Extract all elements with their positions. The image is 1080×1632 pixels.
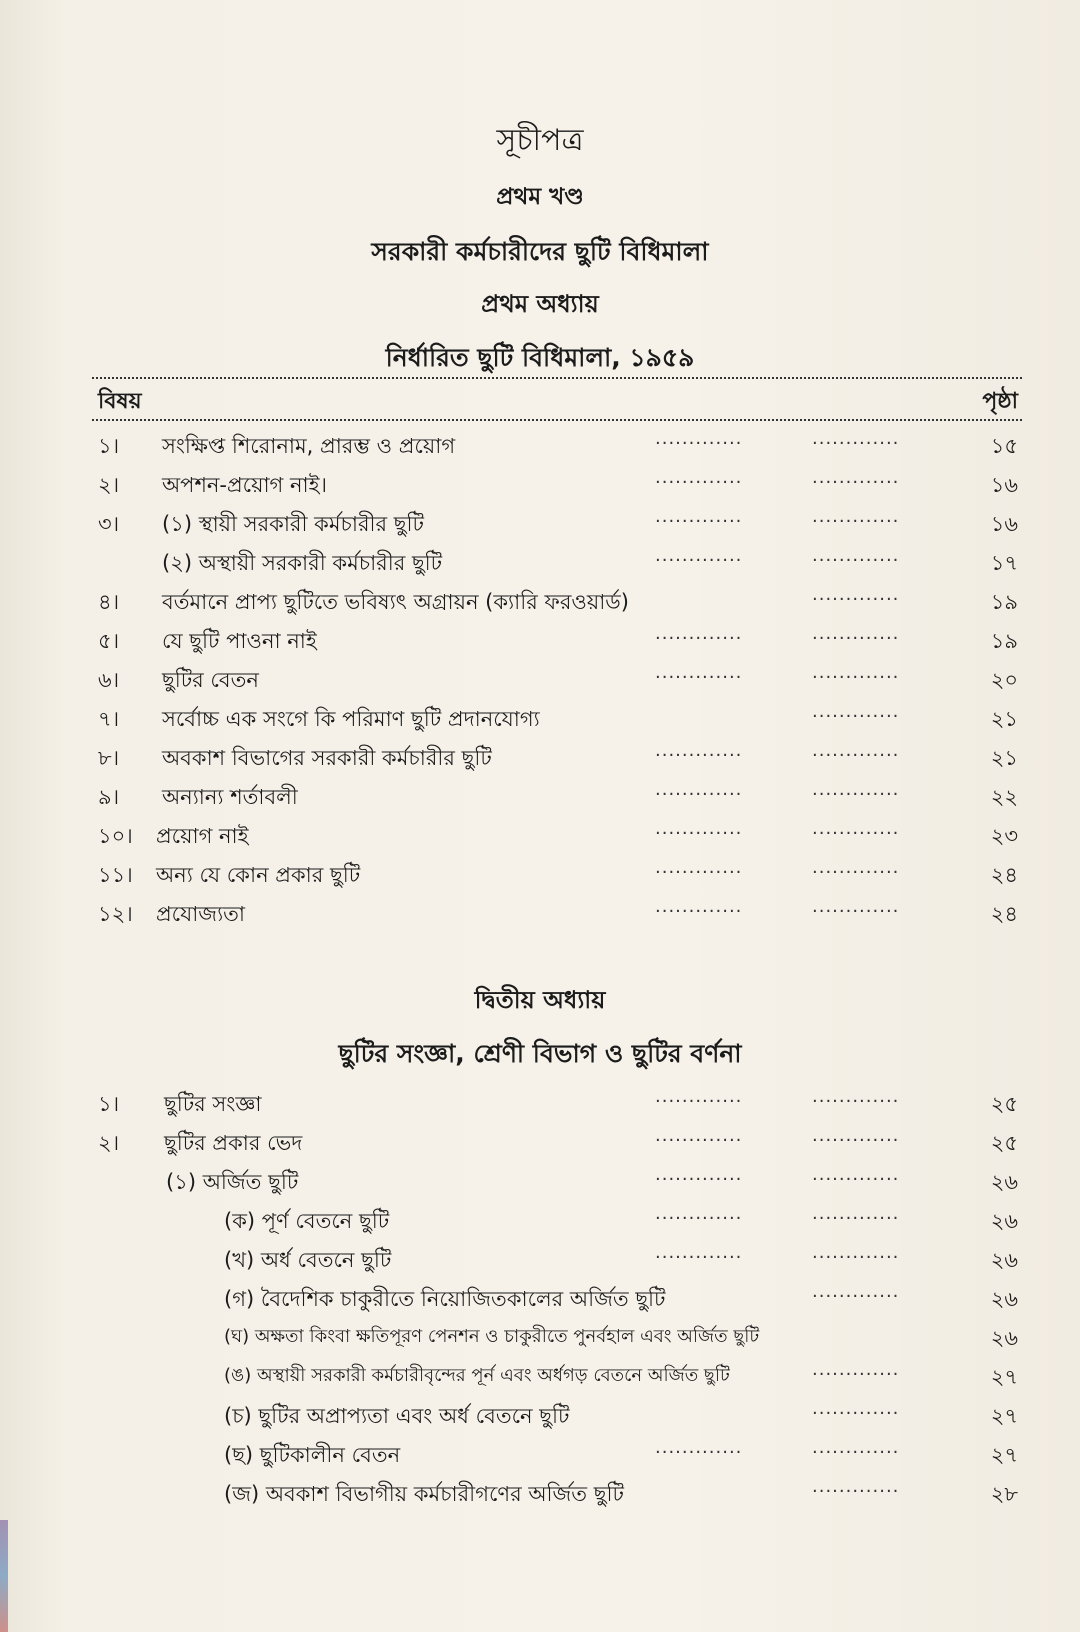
- leader-dots: .............: [812, 545, 900, 566]
- entry-page: ২৩: [990, 824, 1018, 848]
- leader-dots: .............: [812, 896, 900, 917]
- leader-dots: .............: [655, 857, 743, 878]
- toc-entry: [0, 894, 1080, 932]
- entry-page: ২২: [990, 785, 1018, 809]
- entry-title: (জ) অবকাশ বিভাগীয় কর্মচারীগণের অর্জিত ছুটি: [224, 1482, 624, 1506]
- leader-dots: .............: [812, 467, 900, 488]
- toc-title: সূচীপত্র: [496, 123, 584, 158]
- leader-dots: .............: [812, 662, 900, 683]
- entry-page: ২৪: [990, 902, 1018, 926]
- leader-dots: .............: [812, 1086, 900, 1107]
- entry-title: (২) অস্থায়ী সরকারী কর্মচারীর ছুটি: [162, 551, 443, 575]
- part-heading: প্রথম খণ্ড: [496, 184, 584, 210]
- leader-dots: .............: [655, 740, 743, 761]
- toc-entry: [0, 1201, 1080, 1239]
- entry-title: (ক) পূর্ণ বেতনে ছুটি: [224, 1209, 390, 1233]
- leader-dots: .............: [812, 857, 900, 878]
- entry-page: ২৬: [990, 1170, 1018, 1194]
- leader-dots: .............: [812, 1242, 900, 1263]
- toc-entry: [0, 465, 1080, 503]
- entry-page: ১৬: [990, 512, 1018, 536]
- entry-title: ছুটির বেতন: [162, 668, 259, 692]
- divider-bottom: [92, 419, 1022, 421]
- chapter2-title: ছুটির সংজ্ঞা, শ্রেণী বিভাগ ও ছুটির বর্ণনা: [338, 1039, 742, 1068]
- entry-page: ১৫: [990, 434, 1018, 458]
- leader-dots: .............: [655, 1086, 743, 1107]
- entry-number: ১১।: [98, 863, 133, 887]
- entry-number: ৯।: [98, 785, 120, 809]
- toc-entry: [0, 699, 1080, 737]
- leader-dots: .............: [655, 818, 743, 839]
- leader-dots: .............: [812, 1359, 900, 1380]
- toc-entry: [0, 777, 1080, 815]
- entry-title: (খ) অর্ধ বেতনে ছুটি: [224, 1248, 392, 1272]
- page-edge-shadow: [0, 1520, 8, 1632]
- toc-entry: [0, 1474, 1080, 1512]
- entry-title: অবকাশ বিভাগের সরকারী কর্মচারীর ছুটি: [162, 746, 492, 770]
- toc-entry: [0, 1123, 1080, 1161]
- entry-page: ২৭: [990, 1443, 1018, 1467]
- entry-title: (চ) ছুটির অপ্রাপ্যতা এবং অর্ধ বেতনে ছুটি: [224, 1404, 570, 1428]
- leader-dots: .............: [655, 467, 743, 488]
- entry-page: ২১: [990, 746, 1018, 770]
- entry-page: ২৮: [990, 1482, 1018, 1506]
- toc-entry: [0, 621, 1080, 659]
- leader-dots: .............: [812, 1125, 900, 1146]
- entry-title: বর্তমানে প্রাপ্য ছুটিতে ভবিষ্যৎ অগ্রায়ন (ক্যারি ফরওয়ার্ড): [162, 590, 629, 614]
- toc-entry: [0, 1357, 1080, 1395]
- entry-title: প্রয়োগ নাই: [156, 824, 249, 848]
- leader-dots: .............: [655, 1242, 743, 1263]
- entry-title: (গ) বৈদেশিক চাকুরীতে নিয়োজিতকালের অর্জিত ছুটি: [224, 1287, 666, 1311]
- entry-title: অন্য যে কোন প্রকার ছুটি: [156, 863, 361, 887]
- leader-dots: .............: [812, 1437, 900, 1458]
- toc-entry: [0, 1318, 1080, 1356]
- leader-dots: .............: [655, 896, 743, 917]
- entry-page: ১৯: [990, 590, 1018, 614]
- entry-title: (ছ) ছুটিকালীন বেতন: [224, 1443, 401, 1467]
- entry-title: (ঙ) অস্থায়ী সরকারী কর্মচারীবৃন্দের পূর্ন এবং অর্ধগড় বেতনে অর্জিত ছুটি: [224, 1365, 730, 1386]
- leader-dots: .............: [655, 1164, 743, 1185]
- entry-page: ২১: [990, 707, 1018, 731]
- entry-title: (ঘ) অক্ষতা কিংবা ক্ষতিপূরণ পেনশন ও চাকুরীতে পুনর্বহাল এবং অর্জিত ছুটি: [224, 1326, 760, 1347]
- toc-entry: [0, 660, 1080, 698]
- toc-entry: [0, 738, 1080, 776]
- leader-dots: .............: [812, 1476, 900, 1497]
- leader-dots: .............: [812, 1164, 900, 1185]
- leader-dots: .............: [812, 818, 900, 839]
- toc-entry: [0, 1435, 1080, 1473]
- entry-title: সংক্ষিপ্ত শিরোনাম, প্রারম্ভ ও প্রয়োগ: [162, 434, 456, 458]
- toc-entry: [0, 1162, 1080, 1200]
- chapter1-heading: প্রথম অধ্যায়: [481, 290, 599, 318]
- toc-entry: [0, 1240, 1080, 1278]
- entry-title: যে ছুটি পাওনা নাই: [162, 629, 317, 653]
- leader-dots: .............: [655, 1437, 743, 1458]
- entry-number: ৩।: [98, 512, 120, 536]
- leader-dots: .............: [655, 506, 743, 527]
- entry-page: ১৬: [990, 473, 1018, 497]
- leader-dots: .............: [812, 701, 900, 722]
- leader-dots: .............: [812, 1203, 900, 1224]
- toc-entry: [0, 504, 1080, 542]
- toc-entry: [0, 1396, 1080, 1434]
- entry-number: ১২।: [98, 902, 133, 926]
- entry-title: (১) স্থায়ী সরকারী কর্মচারীর ছুটি: [162, 512, 424, 536]
- leader-dots: .............: [655, 1203, 743, 1224]
- toc-entry: [0, 582, 1080, 620]
- entry-page: ১৯: [990, 629, 1018, 653]
- entry-page: ২৭: [990, 1365, 1018, 1389]
- leader-dots: .............: [655, 779, 743, 800]
- entry-number: ১।: [98, 1092, 120, 1116]
- toc-entry: [0, 426, 1080, 464]
- chapter2-heading: দ্বিতীয় অধ্যায়: [474, 986, 606, 1014]
- entry-page: ২৪: [990, 863, 1018, 887]
- chapter1-title: নির্ধারিত ছুটি বিধিমালা, ১৯৫৯: [385, 343, 695, 372]
- entry-title: সর্বোচ্চ এক সংগে কি পরিমাণ ছুটি প্রদানযোগ্য: [162, 707, 540, 731]
- entry-number: ৫।: [98, 629, 120, 653]
- entry-number: ১০।: [98, 824, 133, 848]
- toc-entry: [0, 1279, 1080, 1317]
- leader-dots: .............: [812, 1281, 900, 1302]
- column-header-subject: বিষয়: [98, 389, 142, 414]
- leader-dots: .............: [655, 1125, 743, 1146]
- entry-title: ছুটির সংজ্ঞা: [164, 1092, 262, 1116]
- entry-number: ৬।: [98, 668, 120, 692]
- leader-dots: .............: [812, 506, 900, 527]
- leader-dots: .............: [655, 428, 743, 449]
- entry-title: প্রযোজ্যতা: [156, 902, 246, 926]
- leader-dots: .............: [812, 584, 900, 605]
- leader-dots: .............: [655, 545, 743, 566]
- column-header-page: পৃষ্ঠা: [982, 389, 1018, 414]
- leader-dots: .............: [812, 623, 900, 644]
- entry-page: ১৭: [990, 551, 1018, 575]
- leader-dots: .............: [812, 428, 900, 449]
- toc-entry: [0, 816, 1080, 854]
- entry-number: ২।: [98, 1131, 120, 1155]
- entry-title: অন্যান্য শর্তাবলী: [162, 785, 298, 809]
- entry-page: ২৬: [990, 1209, 1018, 1233]
- entry-page: ২৫: [990, 1092, 1018, 1116]
- entry-page: ২৫: [990, 1131, 1018, 1155]
- leader-dots: .............: [812, 1398, 900, 1419]
- leader-dots: .............: [655, 662, 743, 683]
- entry-number: ২।: [98, 473, 120, 497]
- entry-page: ২৬: [990, 1248, 1018, 1272]
- entry-number: ৪।: [98, 590, 120, 614]
- leader-dots: .............: [812, 740, 900, 761]
- rules-heading: সরকারী কর্মচারীদের ছুটি বিধিমালা: [371, 237, 709, 266]
- entry-number: ১।: [98, 434, 120, 458]
- toc-entry: [0, 543, 1080, 581]
- entry-number: ৮।: [98, 746, 120, 770]
- entry-title: ছুটির প্রকার ভেদ: [164, 1131, 303, 1155]
- entry-page: ২৬: [990, 1287, 1018, 1311]
- divider-top: [92, 377, 1022, 379]
- entry-title: (১) অর্জিত ছুটি: [166, 1170, 299, 1194]
- entry-page: ২৭: [990, 1404, 1018, 1428]
- toc-entry: [0, 1084, 1080, 1122]
- entry-page: ২৬: [990, 1326, 1018, 1350]
- leader-dots: .............: [655, 623, 743, 644]
- leader-dots: .............: [812, 779, 900, 800]
- toc-entry: [0, 855, 1080, 893]
- entry-title: অপশন-প্রয়োগ নাই।: [162, 473, 328, 497]
- entry-number: ৭।: [98, 707, 120, 731]
- entry-page: ২০: [990, 668, 1018, 692]
